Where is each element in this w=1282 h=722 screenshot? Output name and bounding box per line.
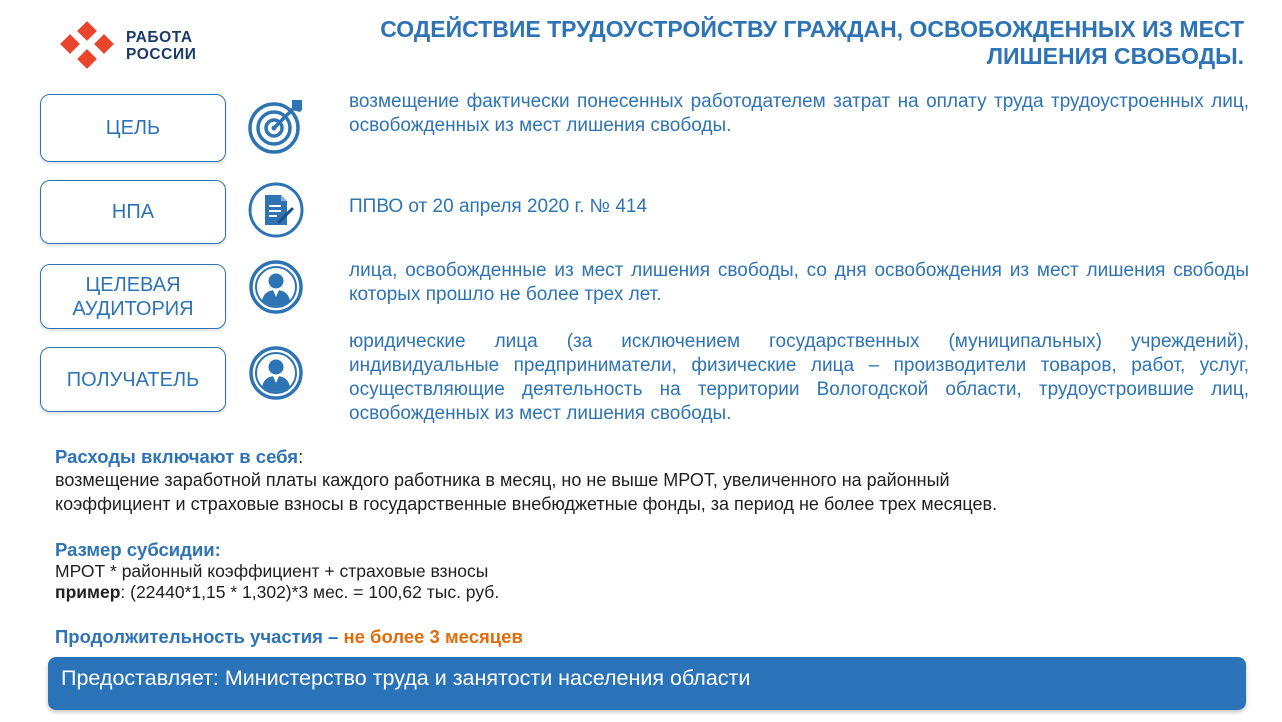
audience-label-line2: АУДИТОРИЯ [72,297,194,320]
subsidy-formula: МРОТ * районный коэффициент + страховые взносы [55,561,489,581]
expenses-line1: возмещение заработной платы каждого работника в месяц, но не выше МРОТ, увеличенного на районный [55,470,950,490]
expenses-colon: : [298,446,304,467]
npa-label-box [40,180,226,244]
audience-label-line1: ЦЕЛЕВАЯ [85,273,181,296]
subsidy-example [55,582,1245,603]
duration-label: Продолжительность участия – [55,626,344,647]
recipient-label-box [40,347,226,412]
person-icon [248,259,304,315]
page-title [264,16,1244,70]
npa-text: ППВО от 20 апреля 2020 г. № 414 [349,196,648,217]
goal-label: ЦЕЛЬ [105,117,161,139]
npa-label: НПА [111,201,155,223]
duration-value: не более 3 месяцев [343,626,523,647]
audience-text: лица, освобожденные из мест лишения свободы, со дня освобождения из мест лишения свободы которых прошло не более трех лет. [349,260,1249,305]
provider-text: Предоставляет: Министерство труда и занятости населения области [61,666,751,690]
provider-banner [48,657,1246,710]
person-icon [248,345,304,401]
subsidy-section [55,539,1245,603]
logo-text [126,29,196,63]
duration-line [55,626,1245,648]
title-line2: ЛИШЕНИЯ СВОБОДЫ. [986,43,1244,69]
logo-mark-icon [58,20,118,72]
goal-label-box [40,94,226,162]
logo-line1: РАБОТА [126,29,193,46]
goal-text: возмещение фактически понесенных работодателем затрат на оплату труда трудоустроенных лиц, освобожденных из мест лишения свободы. [349,91,1249,136]
logo-line2: РОССИИ [126,46,197,63]
logo [58,20,238,72]
title-line1: СОДЕЙСТВИЕ ТРУДОУСТРОЙСТВУ ГРАЖДАН, ОСВОБОЖДЕННЫХ ИЗ МЕСТ [380,16,1244,42]
expenses-heading: Расходы включают в себя [55,446,299,467]
audience-label-box [40,264,226,329]
subsidy-heading: Размер субсидии: [55,539,221,560]
expenses-line2: коэффициент и страховые взносы в государственные внебюджетные фонды, за период не более трех месяцев. [55,494,998,514]
subsidy-example-label: пример [55,582,121,602]
recipient-label: ПОЛУЧАТЕЛЬ [66,368,200,391]
document-icon [248,182,304,238]
expenses-section [55,446,1245,516]
target-icon [248,98,304,154]
recipient-text: юридические лица (за исключением государственных (муниципальных) учреждений), индивидуальные предприниматели, физические лица – производители товаров, работ, услуг, осуществляющие деятельность на территории Вологодской области, трудоустроившие лиц, освобожденных из мест лишения свободы. [349,331,1249,424]
subsidy-example-value: : (22440*1,15 * 1,302)*3 мес. = 100,62 тыс. руб. [120,582,500,602]
